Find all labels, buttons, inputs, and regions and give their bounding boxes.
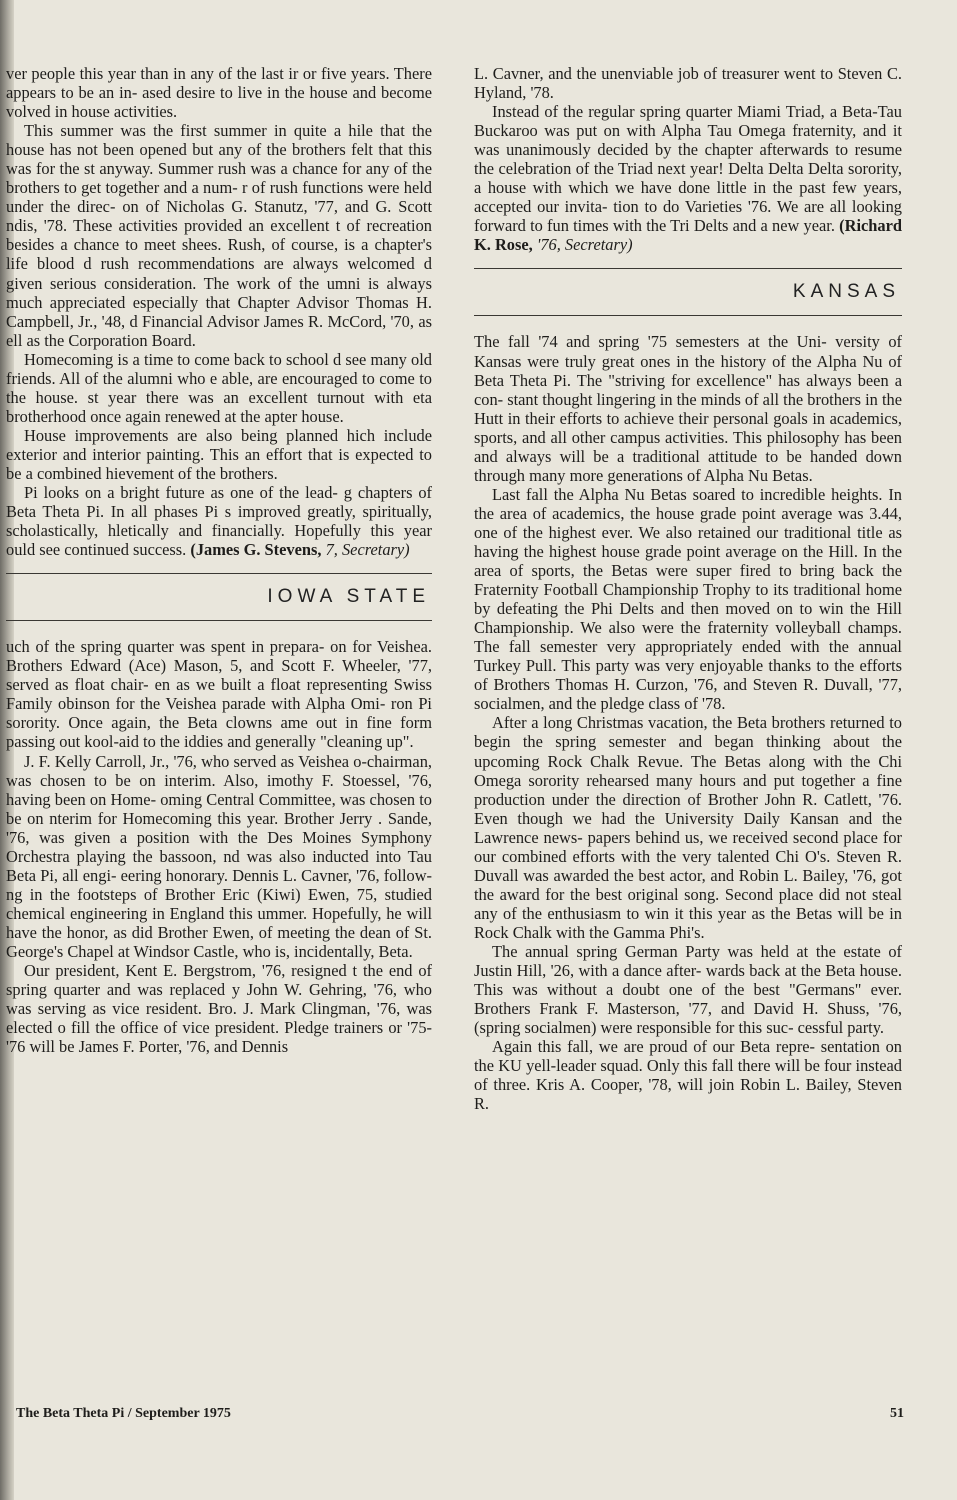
body-paragraph: The fall '74 and spring '75 semesters at the Uni- versity of Kansas were truly great ones in the history of the Alpha Nu of Beta Theta Pi. The "striving for excellence" has always been a con- stant thought lingering in the minds of all the brothers in the Hutt in their efforts to achieve their personal goals in academics, sports, and all other campus activities. This philosophy has been and always will be a traditional attitude to be handed down through many more generations of Alpha Nu Betas.: [474, 332, 902, 485]
body-paragraph: Our president, Kent E. Bergstrom, '76, resigned t the end of spring quarter and was replaced y John W. Gehring, '76, who was serving as vice resident. Bro. J. Mark Clingman, '76, was elected o fill the office of vice president. Pledge trainers or '75-'76 will be James F. Porter, '76, and Dennis: [6, 961, 432, 1057]
body-paragraph: Homecoming is a time to come back to school d see many old friends. All of the alumni who e able, are encouraged to come to the house. st year there was an excellent turnout with eta brotherhood once again renewed at the apter house.: [6, 349, 432, 426]
signature-title: '76, Secretary): [536, 235, 633, 255]
body-paragraph: Again this fall, we are proud of our Beta repre- sentation on the KU yell-leader squad. Only this fall there will be four instead of three. Kris A. Cooper, '78, will join Robin L. Bailey, Steven R.: [474, 1037, 902, 1114]
section-heading-iowa-state: [6, 573, 432, 621]
right-column: [474, 64, 902, 1113]
body-paragraph: [474, 102, 902, 254]
section-heading-kansas: [474, 268, 902, 316]
body-paragraph: uch of the spring quarter was spent in prepara- on for Veishea. Brothers Edward (Ace) Mason, 5, and Scott F. Wheeler, '77, served as float chair- en as we built a float representing Swiss Family obinson for the Veishea parade with Alpha Omi- ron Pi sorority. Once again, the Beta clowns ame out in fine form passing out kool-aid to the iddies and generally "cleaning up".: [6, 637, 432, 752]
body-paragraph: After a long Christmas vacation, the Beta brothers returned to begin the spring semester and began thinking about the upcoming Rock Chalk Revue. The Betas along with the Chi Omega sorority rehearsed many hours and put together a fine production under the direction of Brother John R. Catlett, '76. Even though we had the University Daily Kansan and the Lawrence news- papers behind us, we received second place for our combined efforts with the very talented Chi O's. Steven R. Duvall was awarded the best actor, and Robin L. Bailey, '76, got the award for the best original song. Second place did not steal any of the enthusiasm to win it this year as the Betas will be in Rock Chalk with the Gamma Phi's.: [474, 713, 902, 942]
signature-name: (Richard K. Rose,: [474, 216, 902, 255]
body-paragraph: This summer was the first summer in quite a hile that the house has not been opened but any of the brothers felt that this was for the st anyway. Summer rush was a chance for any of the brothers to get together and a num- r of rush functions were held under the direc- on of Nicholas G. Stanutz, '77, and G. Scott ndis, '78. These activities provided an excellent t of recreation besides a chance to meet shees. Rush, of course, is a chapter's life blood d rush recommendations are always welcomed d given serious consideration. The work of the umni is always much appreciated especially that Chapter Advisor Thomas H. Campbell, Jr., '48, d Financial Advisor James R. McCord, '70, as ell as the Corporation Board.: [6, 121, 432, 350]
section-title: KANSAS: [792, 281, 900, 303]
body-paragraph: ver people this year than in any of the last ir or five years. There appears to be an in- ased desire to live in the house and become volved in house activities.: [6, 64, 432, 122]
body-paragraph: The annual spring German Party was held at the estate of Justin Hill, '26, with a dance after- wards back at the Beta house. This was without a doubt one of the best "Germans" ever. Brothers Frank F. Masterson, '77, and David H. Shuss, '76, (spring socialmen) were responsible for this suc- cessful party.: [474, 941, 902, 1038]
publication-line: The Beta Theta Pi / September 1975: [16, 1406, 231, 1421]
paragraph-text: Instead of the regular spring quarter Miami Triad, a Beta-Tau Buckaroo was put on with Alpha Tau Omega fraternity, and it was unanimously decided by the chapter afterwards to resume the celebration of the Triad next year! Delta Delta Delta sorority, a house with which we have done little in the past few years, accepted our invita- tion to do Varieties '76. We are all looking forward to fun times with the Tri Delts and a new year.: [474, 102, 902, 236]
body-paragraph: J. F. Kelly Carroll, Jr., '76, who served as Veishea o-chairman, was chosen to be on interim. Also, imothy F. Stoessel, '76, having been on Home- oming Central Committee, was chosen to be on nterim for Homecoming this year. Brother Jerry . Sande, '76, was given a position with the Des Moines Symphony Orchestra playing the bassoon, nd was also inducted into Tau Beta Pi, all engi- eering honorary. Dennis L. Cavner, '76, follow- ng in the footsteps of Brother Eric (Kiwi) Ewen, 75, studied chemical engineering in England this ummer. Hopefully, he will have the honor, as did Brother Ewen, of meeting the dean of St. George's Chapel at Windsor Castle, who is, incidentally, Beta.: [6, 751, 432, 961]
section-title: IOWA STATE: [267, 586, 430, 608]
signature-title: 7, Secretary): [325, 540, 410, 560]
body-paragraph: L. Cavner, and the unenviable job of treasurer went to Steven C. Hyland, '78.: [474, 64, 902, 103]
body-paragraph: [6, 483, 432, 559]
body-paragraph: House improvements are also being planned hich include exterior and interior painting. This an effort that is expected to be a combined hievement of the brothers.: [6, 425, 432, 483]
paragraph-text: Pi looks on a bright future as one of the lead- g chapters of Beta Theta Pi. In all phases Pi s improved greatly, spiritually, scholastically, hletically and financially. Hopefully this year ould see continued success.: [6, 483, 432, 560]
signature-name: (James G. Stevens,: [190, 540, 322, 560]
body-paragraph: Last fall the Alpha Nu Betas soared to incredible heights. In the area of academics, the house grade point average was 3.44, one of the highest ever. We also retained our traditional title as having the highest house grade point average on the Hill. In the area of sports, the Betas were super fired to bring back the Fraternity Football Championship Trophy to its traditional home by defeating the Phi Delts and then moved on to win the Hill Championship. We also were the fraternity volleyball champs. The fall semester very appropriately ended with the annual Turkey Pull. This party was very enjoyable thanks to the efforts of Brothers Thomas H. Curzon, '76, and Steven R. Duvall, '77, socialmen, and the pledge class of '78.: [474, 484, 902, 714]
page-number: 51: [890, 1406, 904, 1421]
left-column: [6, 64, 432, 1056]
